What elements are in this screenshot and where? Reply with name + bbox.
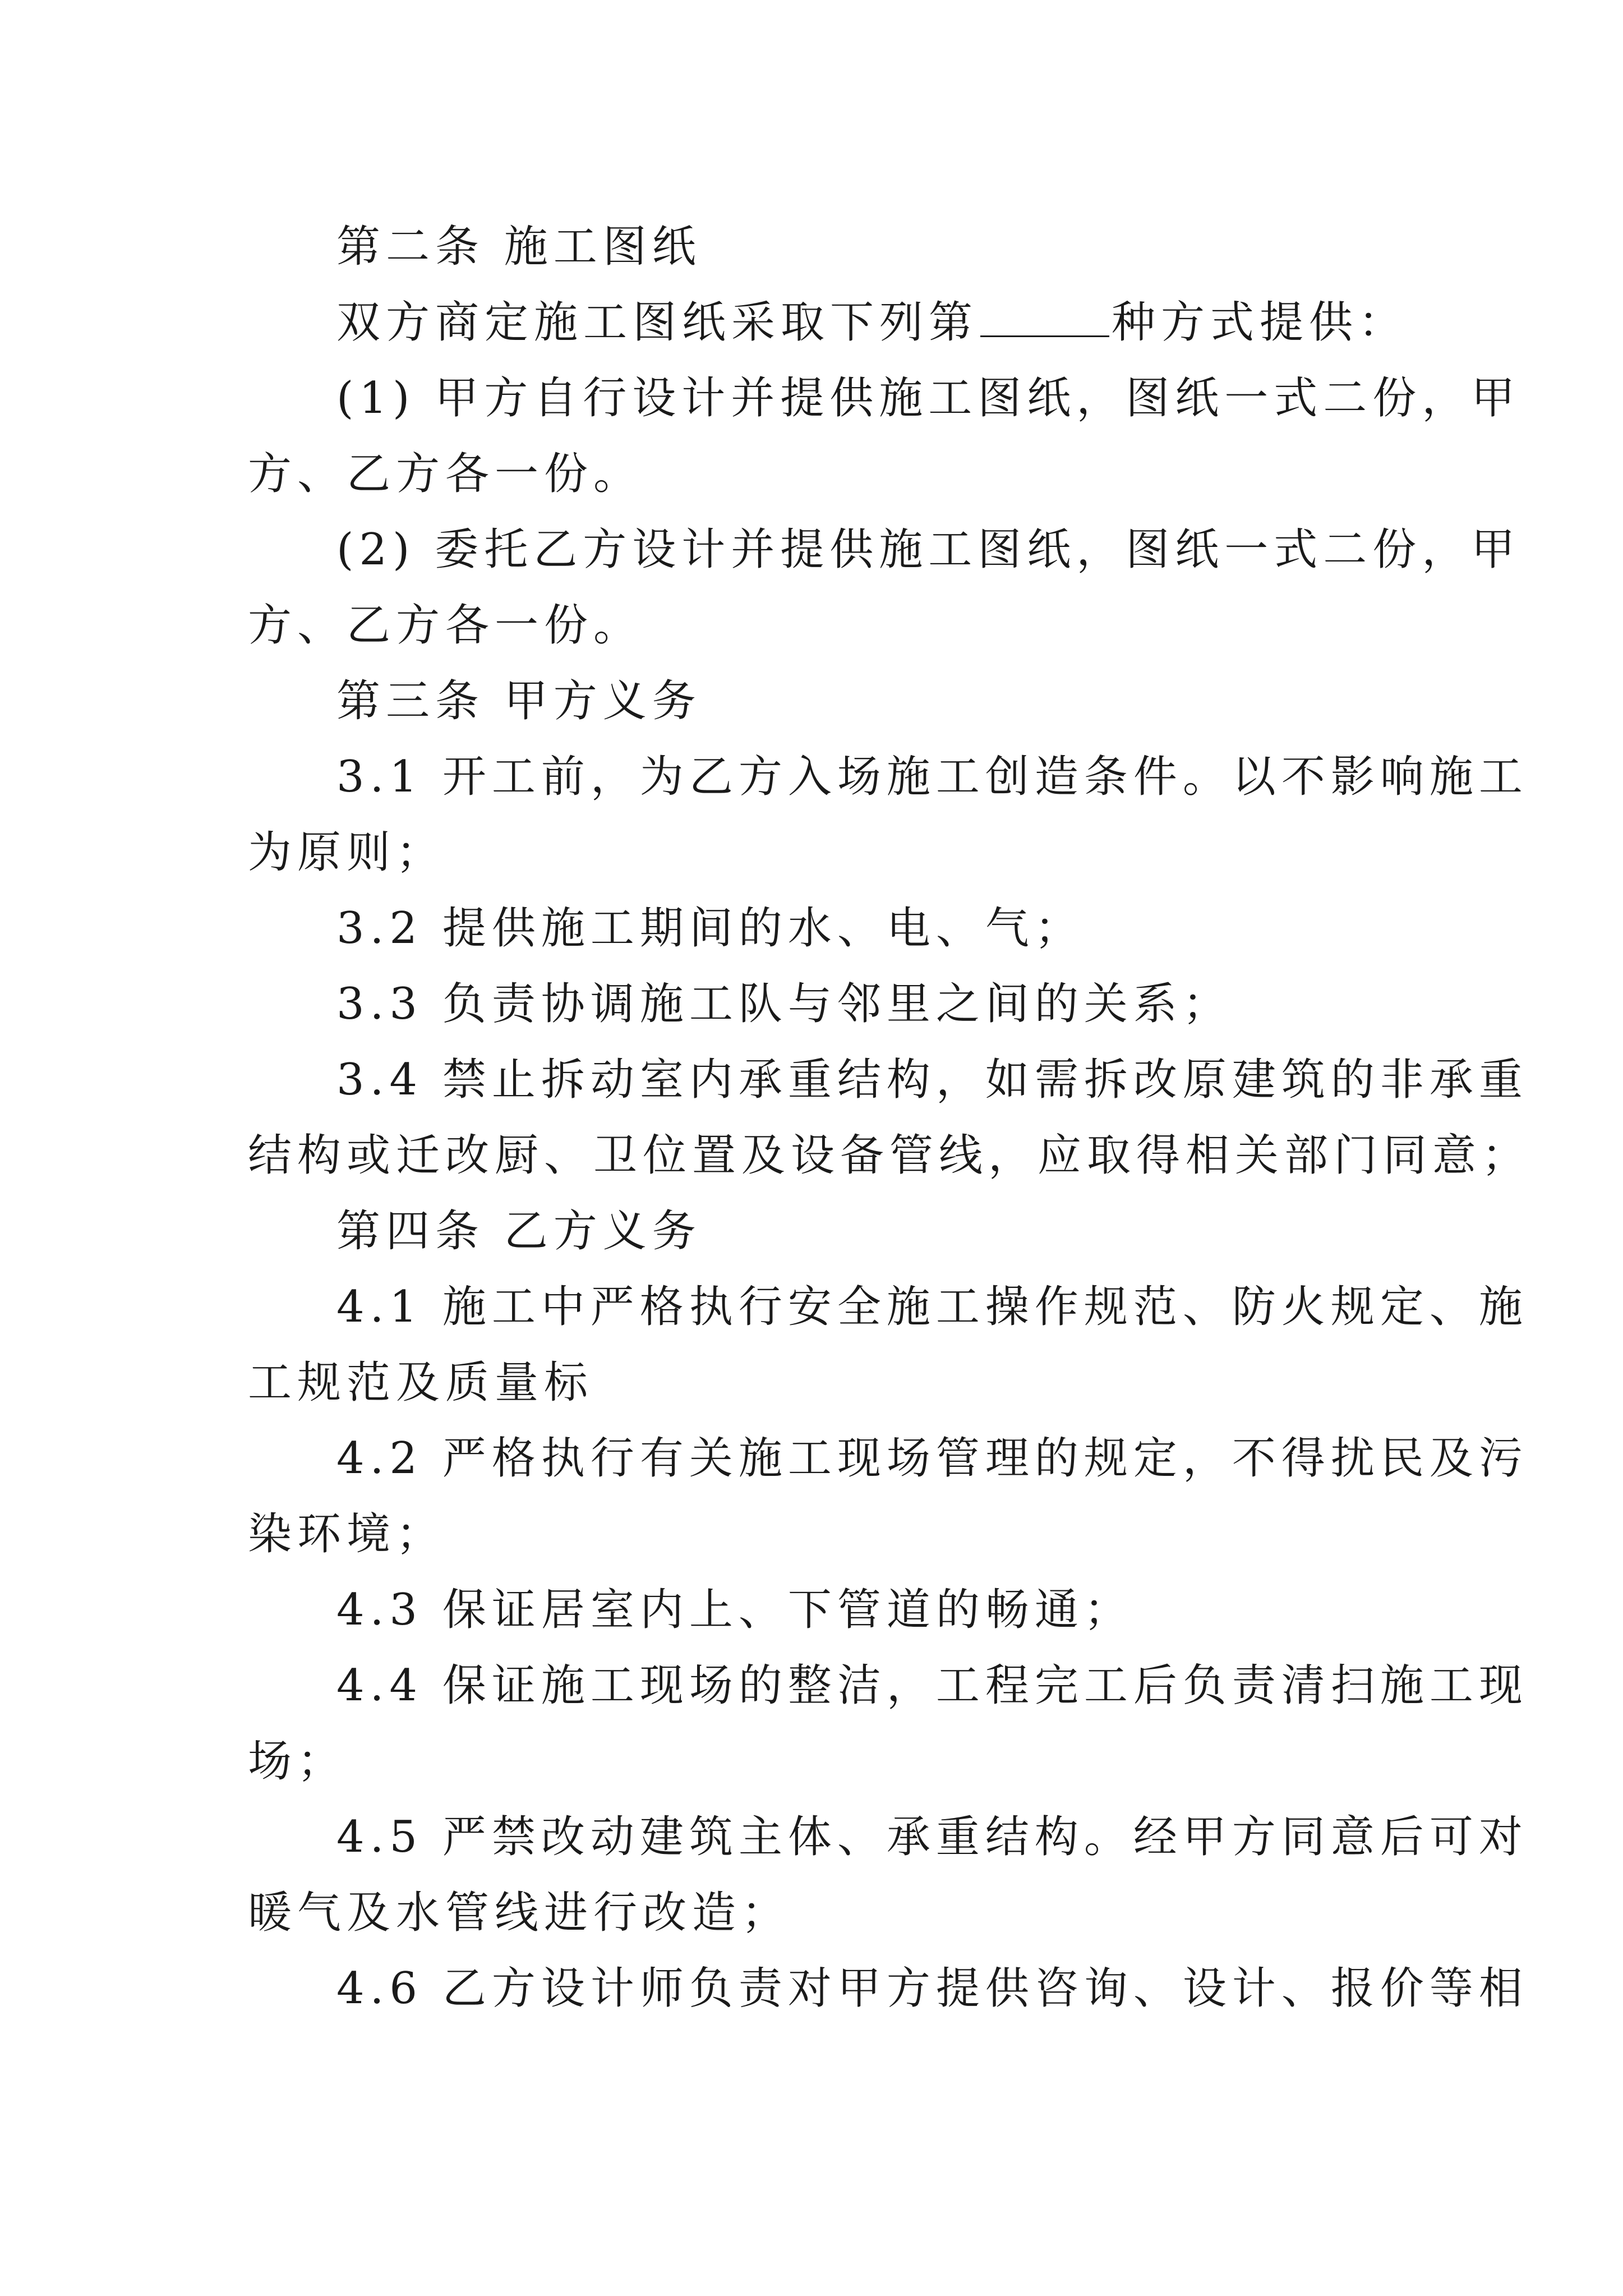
paragraph-line: (2) 委托乙方设计并提供施工图纸，图纸一式二份，甲: [336, 524, 1521, 575]
paragraph-line: 工规范及质量标: [248, 1358, 594, 1408]
paragraph-line: 暖气及水管线进行改造；: [248, 1888, 791, 1938]
paragraph-line: 4.5 严禁改动建筑主体、承重结构。经甲方同意后可对: [336, 1812, 1528, 1862]
paragraph-line: 3.1 开工前，为乙方入场施工创造条件。以不影响施工: [336, 752, 1528, 802]
paragraph-line: 场；: [248, 1736, 347, 1787]
article-3-heading: 第三条 甲方义务: [336, 676, 702, 726]
paragraph-line: 3.4 禁止拆动室内承重结构，如需拆改原建筑的非承重: [336, 1055, 1528, 1105]
paragraph-line: (1) 甲方自行设计并提供施工图纸，图纸一式二份，甲: [336, 373, 1521, 424]
paragraph-line: 4.1 施工中严格执行安全施工操作规范、防火规定、施: [336, 1282, 1528, 1332]
paragraph-line: 4.6 乙方设计师负责对甲方提供咨询、设计、报价等相: [336, 1963, 1528, 2014]
paragraph-line: 为原则；: [248, 827, 446, 878]
paragraph-line: 3.3 负责协调施工队与邻里之间的关系；: [336, 979, 1232, 1029]
paragraph-line: 4.2 严格执行有关施工现场管理的规定，不得扰民及污: [336, 1433, 1528, 1484]
paragraph-line: 染环境；: [248, 1509, 446, 1559]
drawing-method-line: [336, 295, 1408, 351]
article-2-heading: [336, 219, 702, 275]
fill-in-blank: [980, 296, 1109, 337]
article-4-heading: 第四条 乙方义务: [336, 1206, 702, 1257]
paragraph-line: 结构或迁改厨、卫位置及设备管线，应取得相关部门同意；: [248, 1130, 1532, 1181]
text-line: 双方商定施工图纸采取下列第: [336, 297, 979, 348]
text-line: 种方式提供：: [1112, 297, 1408, 348]
paragraph-line: 4.3 保证居室内上、下管道的畅通；: [336, 1585, 1133, 1635]
paragraph-line: 4.4 保证施工现场的整洁，工程完工后负责清扫施工现: [336, 1660, 1528, 1711]
text-line: 第二条 施工图纸: [336, 222, 702, 272]
paragraph-line: 方、乙方各一份。: [248, 449, 643, 499]
paragraph-line: 3.2 提供施工期间的水、电、气；: [336, 903, 1084, 954]
paragraph-line: 方、乙方各一份。: [248, 600, 643, 651]
